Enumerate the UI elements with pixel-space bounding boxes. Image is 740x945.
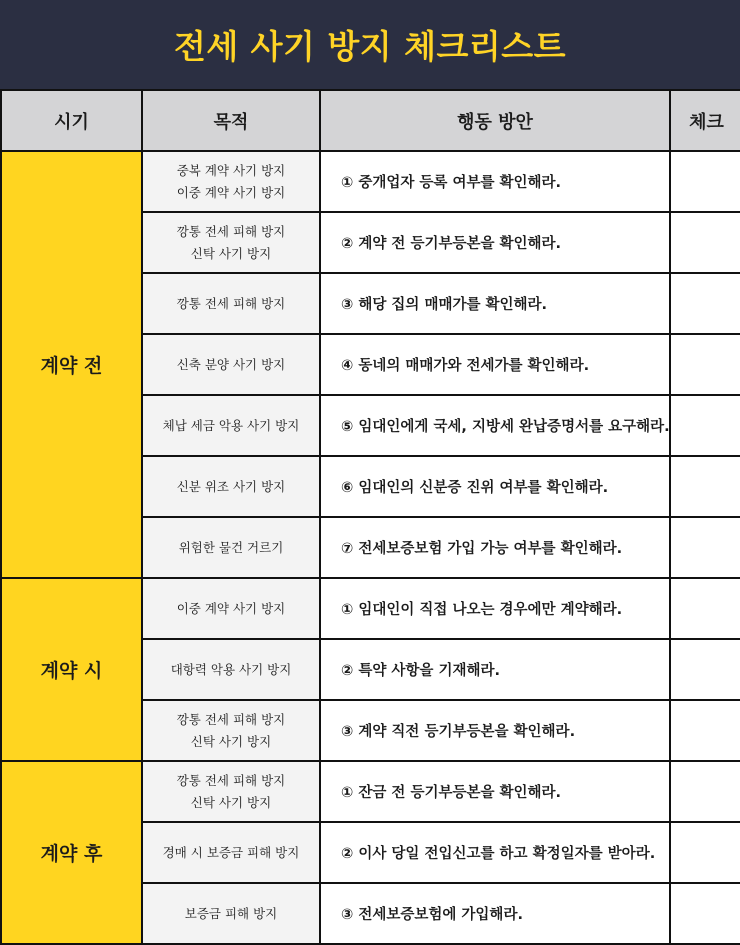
purpose-line: 신축 분양 사기 방지	[176, 356, 286, 372]
purpose-line: 보증금 피해 방지	[184, 905, 278, 921]
phase-cell: 계약 시	[1, 578, 142, 761]
purpose-cell	[142, 700, 320, 761]
purpose-line: 신탁 사기 방지	[190, 733, 272, 749]
purpose-line: 신탁 사기 방지	[190, 245, 272, 261]
purpose-cell	[142, 761, 320, 822]
purpose-cell	[142, 212, 320, 273]
check-cell[interactable]	[670, 212, 740, 273]
purpose-cell	[142, 273, 320, 334]
purpose-line: 깡통 전세 피해 방지	[176, 223, 286, 239]
purpose-cell	[142, 639, 320, 700]
action-cell: ③ 전세보증보험에 가입해라.	[320, 883, 670, 944]
purpose-line: 깡통 전세 피해 방지	[176, 295, 286, 311]
phase-cell: 계약 전	[1, 151, 142, 578]
check-cell[interactable]	[670, 151, 740, 212]
table-row	[1, 151, 740, 212]
action-cell: ① 중개업자 등록 여부를 확인해라.	[320, 151, 670, 212]
purpose-cell	[142, 395, 320, 456]
action-cell: ② 계약 전 등기부등본을 확인해라.	[320, 212, 670, 273]
action-cell: ② 이사 당일 전입신고를 하고 확정일자를 받아라.	[320, 822, 670, 883]
purpose-cell	[142, 578, 320, 639]
page-title: 전세 사기 방지 체크리스트	[173, 27, 567, 66]
check-cell[interactable]	[670, 700, 740, 761]
purpose-line: 이중 계약 사기 방지	[176, 600, 286, 616]
column-header-phase: 시기	[1, 90, 142, 151]
check-cell[interactable]	[670, 395, 740, 456]
action-cell: ④ 동네의 매매가와 전세가를 확인해라.	[320, 334, 670, 395]
purpose-cell	[142, 334, 320, 395]
table-row	[1, 578, 740, 639]
check-cell[interactable]	[670, 761, 740, 822]
purpose-cell	[142, 517, 320, 578]
purpose-cell	[142, 456, 320, 517]
check-cell[interactable]	[670, 822, 740, 883]
action-cell: ⑤ 임대인에게 국세, 지방세 완납증명서를 요구해라.	[320, 395, 670, 456]
action-cell: ⑦ 전세보증보험 가입 가능 여부를 확인해라.	[320, 517, 670, 578]
check-cell[interactable]	[670, 273, 740, 334]
check-cell[interactable]	[670, 578, 740, 639]
check-cell[interactable]	[670, 883, 740, 944]
action-cell: ① 잔금 전 등기부등본을 확인해라.	[320, 761, 670, 822]
purpose-line: 중복 계약 사기 방지	[176, 162, 286, 178]
phase-cell: 계약 후	[1, 761, 142, 944]
column-header-check: 체크	[670, 90, 740, 151]
purpose-line: 이중 계약 사기 방지	[176, 184, 286, 200]
title-banner	[0, 0, 740, 89]
purpose-cell	[142, 151, 320, 212]
purpose-line: 위험한 물건 거르기	[178, 539, 284, 555]
check-cell[interactable]	[670, 456, 740, 517]
action-cell: ③ 계약 직전 등기부등본을 확인해라.	[320, 700, 670, 761]
table-row	[1, 761, 740, 822]
action-cell: ① 임대인이 직접 나오는 경우에만 계약해라.	[320, 578, 670, 639]
purpose-line: 깡통 전세 피해 방지	[176, 711, 286, 727]
action-cell: ② 특약 사항을 기재해라.	[320, 639, 670, 700]
check-cell[interactable]	[670, 517, 740, 578]
column-header-row	[1, 90, 740, 151]
action-cell: ⑥ 임대인의 신분증 진위 여부를 확인해라.	[320, 456, 670, 517]
purpose-line: 경매 시 보증금 피해 방지	[162, 844, 300, 860]
purpose-line: 깡통 전세 피해 방지	[176, 772, 286, 788]
purpose-line: 신탁 사기 방지	[190, 794, 272, 810]
check-cell[interactable]	[670, 639, 740, 700]
purpose-line: 대항력 악용 사기 방지	[170, 661, 292, 677]
check-cell[interactable]	[670, 334, 740, 395]
purpose-line: 신분 위조 사기 방지	[176, 478, 286, 494]
purpose-cell	[142, 822, 320, 883]
checklist-body	[1, 151, 740, 944]
column-header-purpose: 목적	[142, 90, 320, 151]
column-header-action: 행동 방안	[320, 90, 670, 151]
action-cell: ③ 해당 집의 매매가를 확인해라.	[320, 273, 670, 334]
checklist-table	[0, 89, 740, 945]
purpose-cell	[142, 883, 320, 944]
purpose-line: 체납 세금 악용 사기 방지	[162, 417, 300, 433]
